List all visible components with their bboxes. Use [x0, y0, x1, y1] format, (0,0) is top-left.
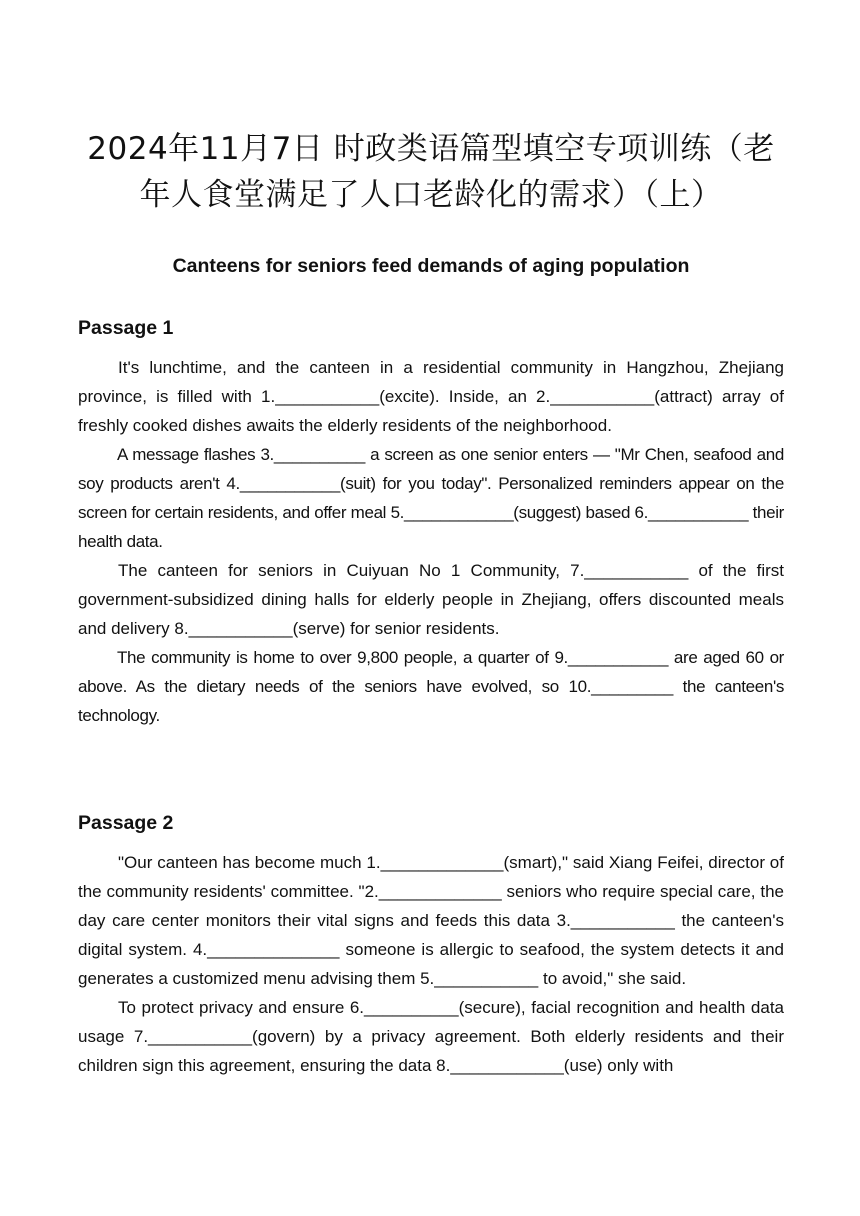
document-subtitle: Canteens for seniors feed demands of aging population	[172, 255, 690, 277]
paragraph: The canteen for seniors in Cuiyuan No 1 Community, 7.___________ of the first government-subsidized dining halls for elderly people in Zhejiang, offers discounted meals and delivery 8.___________(serve) for senior residents.	[78, 561, 784, 638]
passage-heading: Passage 1	[78, 317, 174, 339]
passage-1	[78, 314, 784, 730]
passage-heading: Passage 2	[78, 812, 174, 834]
document-title: 2024年11月7日 时政类语篇型填空专项训练（老年人食堂满足了人口老龄化的需求）（上）	[87, 131, 775, 213]
paragraph: A message flashes 3.__________ a screen as one senior enters — "Mr Chen, seafood and soy products aren't 4.___________(suit) for you today". Personalized reminders appear on the screen for certain residents, and offer meal 5.____________(suggest) based 6.___________ their health data.	[78, 445, 784, 551]
paragraph: To protect privacy and ensure 6.__________(secure), facial recognition and health data usage 7.___________(govern) by a privacy agreement. Both elderly residents and their children sign this agreement, ensuring the data 8.____________(use) only with	[78, 998, 784, 1075]
document-page	[78, 0, 784, 1080]
paragraph: It's lunchtime, and the canteen in a residential community in Hangzhou, Zhejiang province, is filled with 1.___________(excite). Inside, an 2.___________(attract) array of freshly cooked dishes awaits the elderly residents of the neighborhood.	[78, 358, 784, 435]
paragraph: "Our canteen has become much 1._____________(smart)," said Xiang Feifei, director of the community residents' committee. "2._____________ seniors who require special care, the day care center monitors their vital signs and feeds this data 3.___________ the canteen's digital system. 4.______________ someone is allergic to seafood, the system detects it and generates a customized menu advising them 5.___________ to avoid," she said.	[78, 853, 784, 988]
passage-body	[78, 353, 784, 730]
paragraph: The community is home to over 9,800 people, a quarter of 9.___________ are aged 60 or above. As the dietary needs of the seniors have evolved, so 10._________ the canteen's technology.	[78, 648, 784, 725]
passage-body	[78, 848, 784, 1080]
passage-2	[78, 809, 784, 1080]
